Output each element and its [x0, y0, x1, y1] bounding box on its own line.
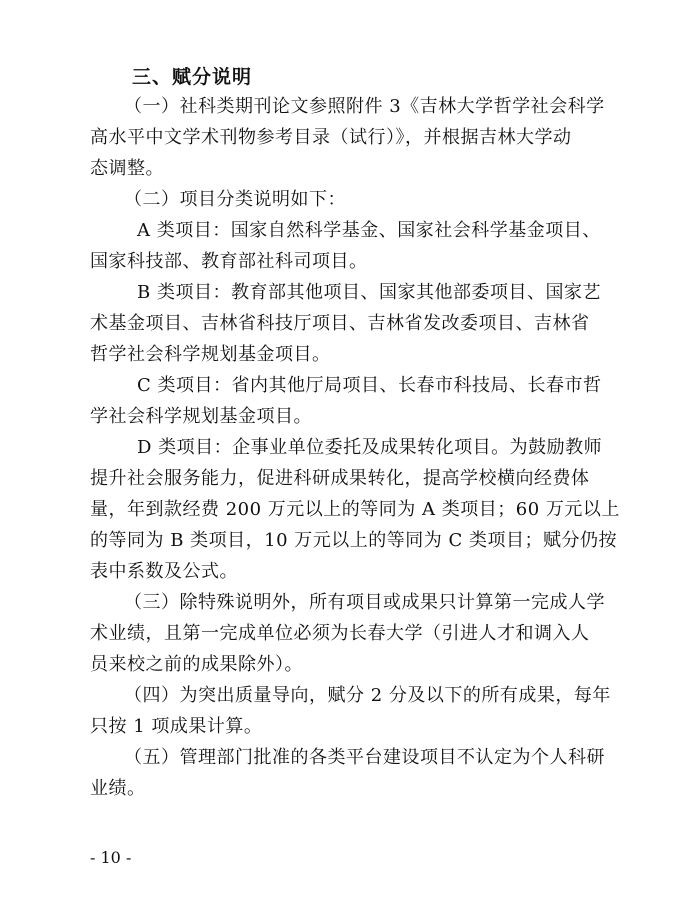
para-4-line-2: 只按 1 项成果计算。: [90, 716, 263, 737]
para-b-line-3: 哲学社会科学规划基金项目。: [90, 344, 331, 365]
para-c-line-1: C 类项目：省内其他厅局项目、长春市科技局、长春市哲: [137, 375, 602, 396]
para-3-line-2: 术业绩，且第一完成单位必须为长春大学（引进人才和调入人: [90, 623, 590, 644]
para-b-line-1: B 类项目：教育部其他项目、国家其他部委项目、国家艺: [137, 282, 601, 303]
para-a-line-1: A 类项目：国家自然科学基金、国家社会科学基金项目、: [137, 220, 601, 241]
page-number: - 10 -: [90, 848, 132, 867]
para-d-line-4: 的等同为 B 类项目，10 万元以上的等同为 C 类项目；赋分仍按: [90, 530, 618, 551]
para-c-line-2: 学社会科学规划基金项目。: [90, 406, 312, 427]
para-2-line-1: （二）项目分类说明如下：: [124, 189, 346, 210]
para-3-line-3: 员来校之前的成果除外）。: [90, 654, 303, 675]
para-1-line-3: 态调整。: [90, 158, 164, 179]
para-3-line-1: （三）除特殊说明外，所有项目或成果只计算第一完成人学: [124, 592, 605, 613]
para-b-line-2: 术基金项目、吉林省科技厅项目、吉林省发改委项目、吉林省: [90, 313, 590, 334]
para-d-line-5: 表中系数及公式。: [90, 561, 238, 582]
para-d-line-1: D 类项目：企事业单位委托及成果转化项目。为鼓励教师: [137, 437, 603, 458]
para-5-line-1: （五）管理部门批准的各类平台建设项目不认定为个人科研: [124, 747, 605, 768]
para-4-line-1: （四）为突出质量导向，赋分 2 分及以下的所有成果，每年: [124, 685, 611, 706]
para-a-line-2: 国家科技部、教育部社科司项目。: [90, 251, 368, 272]
para-1-line-2: 高水平中文学术刊物参考目录（试行）》，并根据吉林大学动: [90, 127, 572, 148]
para-d-line-2: 提升社会服务能力，促进科研成果转化，提高学校横向经费体: [90, 468, 590, 489]
section-heading: 三、赋分说明: [132, 66, 253, 88]
para-5-line-2: 业绩。: [90, 778, 146, 799]
para-1-line-1: （一）社科类期刊论文参照附件 3《吉林大学哲学社会科学: [124, 96, 605, 117]
para-d-line-3: 量，年到款经费 200 万元以上的等同为 A 类项目；60 万元以上: [90, 499, 620, 520]
